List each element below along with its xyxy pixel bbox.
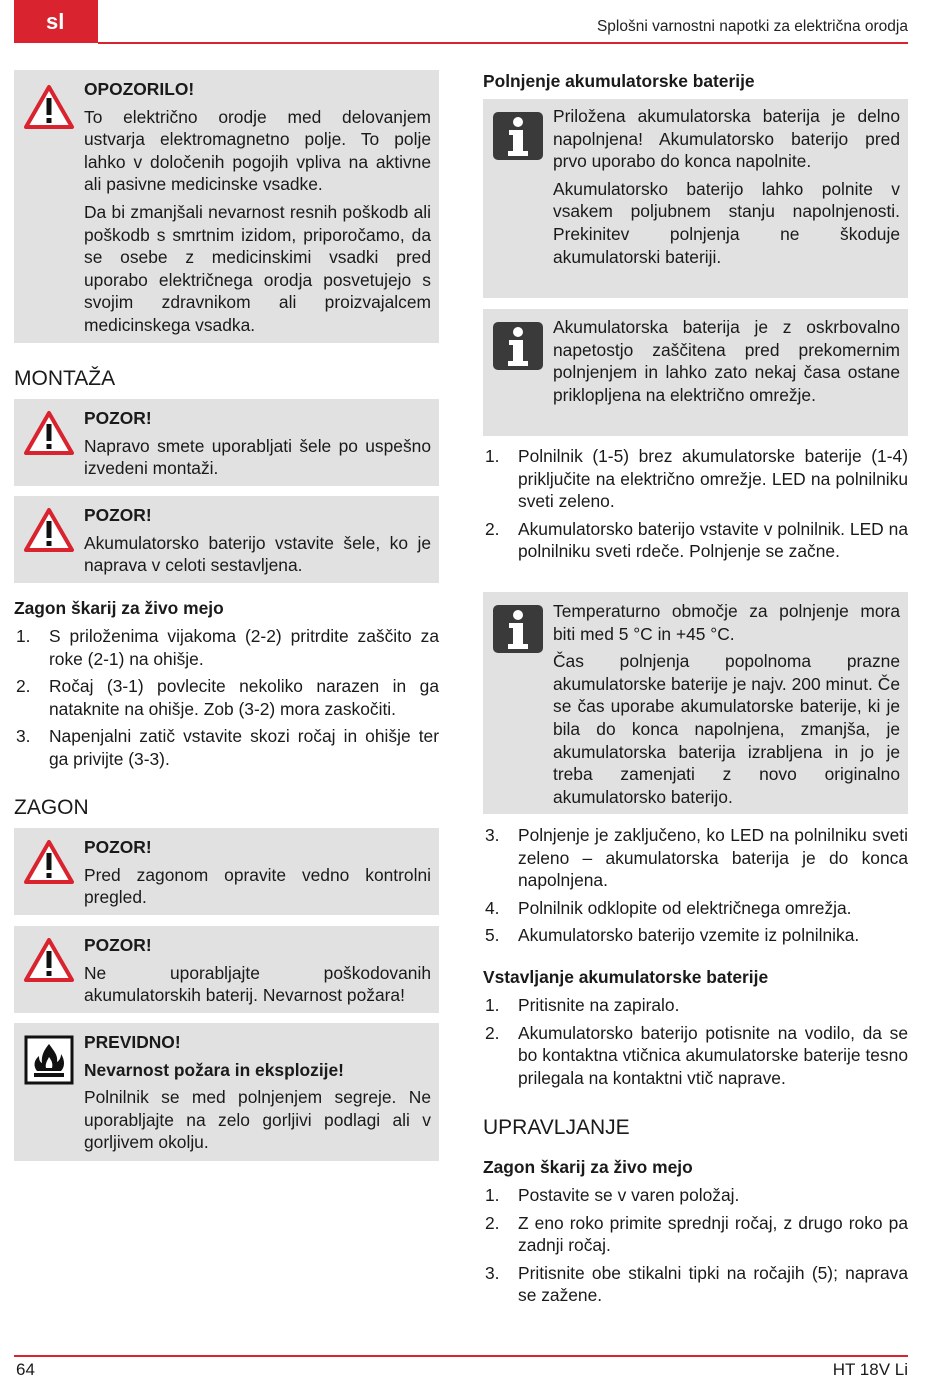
caution-title: POZOR! (84, 837, 152, 857)
warning-triangle-icon (23, 937, 75, 983)
info-box (483, 99, 908, 298)
warning-title: OPOZORILO! (84, 79, 195, 99)
caution-box (14, 496, 439, 583)
section-heading-zagon: ZAGON (14, 796, 89, 819)
charging-steps-continued (483, 824, 908, 952)
caution-text: Napravo smete uporabljati šele po uspešno izvedeni montaži. (84, 435, 431, 479)
fire-subtitle: Nevarnost požara in eksplozije! (84, 1059, 344, 1080)
list-item: 1. Postavite se v varen položaj. (485, 1185, 740, 1205)
subheading-battery-insert: Vstavljanje akumulatorske baterije (483, 967, 769, 987)
language-tab: sl (14, 0, 98, 43)
warning-paragraph: Da bi zmanjšali nevarnost resnih poškodb ali poškodb s smrtnim izidom, priporočamo, da se osebe z medicinskimi vsadki pred uporabo električnega orodja posvetujejo s svojim zdravnikom ali proizvajalcem medicinskega vsadka. (84, 201, 431, 335)
subheading-hedge-trimmer-start: Zagon škarij za živo mejo (14, 598, 224, 618)
caution-box (14, 926, 439, 1013)
list-item: 3. Polnjenje je zaključeno, ko LED na polnilniku sveti zeleno – akumulatorska baterija je do konca napolnjena. (485, 825, 908, 891)
product-model: HT 18V Li (832, 1360, 908, 1378)
info-paragraph: Priložena akumulatorska baterija je delno napolnjena! Akumulatorsko baterijo pred prvo uporabo do konca napolnite. (553, 106, 900, 172)
warning-triangle-icon (23, 84, 75, 130)
list-item: 1. Pritisnite na zapiralo. (485, 995, 680, 1015)
page-header-title: Splošni varnostni napotki za električna orodja (596, 18, 908, 35)
list-item: 1. Polnilnik (1-5) brez akumulatorske baterije (1-4) priključite na električno omrežje. LED na polnilniku sveti zeleno. (485, 446, 908, 512)
page-number: 64 (16, 1360, 35, 1378)
list-item: 2. Akumulatorsko baterijo potisnite na vodilo, da se bo kontaktna vtičnica akumulatorske baterije tesno prilegala na kontaktni vtič naprave. (485, 1022, 908, 1088)
warning-triangle-icon (23, 507, 75, 553)
info-paragraph: Akumulatorsko baterijo lahko polnite v vsakem poljubnem stanju napolnjenosti. Prekinitev polnjenja ne škoduje akumulatorski bateriji. (553, 178, 900, 267)
info-icon (492, 321, 544, 371)
list-item: 2. Ročaj (3-1) povlecite nekoliko narazen in ga nataknite na ohišje. Zob (3-2) mora zaskočiti. (16, 676, 439, 719)
subheading-battery-charging: Polnjenje akumulatorske baterije (483, 71, 755, 91)
list-item: 5. Akumulatorsko baterijo vzemite iz polnilnika. (485, 925, 860, 946)
fire-hazard-box (14, 1023, 439, 1161)
warning-triangle-icon (23, 839, 75, 885)
list-item: 2. Akumulatorsko baterijo vstavite v polnilnik. LED na polnilniku sveti rdeče. Polnjenje se začne. (485, 518, 908, 562)
section-heading-montaza: MONTAŽA (14, 367, 116, 390)
assembly-steps (14, 625, 439, 776)
info-box (483, 309, 908, 436)
fire-text: Polnilnik se med polnjenjem segreje. Ne uporabljajte na zelo gorljivi podlagi ali v gorljivem okolju. (84, 1087, 431, 1153)
info-box (483, 592, 908, 814)
caution-text: Akumulatorsko baterijo vstavite šele, ko je naprava v celoti sestavljena. (84, 532, 431, 576)
caution-text: Pred zagonom opravite vedno kontrolni pregled. (84, 864, 431, 908)
list-item: 3. Napenjalni zatič vstavite skozi ročaj in ohišje ter ga privijte (3-3). (16, 726, 439, 769)
operation-steps (483, 1184, 908, 1312)
info-paragraph: Čas polnjenja popolnoma prazne akumulatorske baterije je najv. 200 minut. Če se čas uporabe akumulatorske baterije, ki je bila do konca napolnjena, zmanjša, je akumulatorska baterija izrabljena in jo je treba zamenjati z novo originalno akumulatorsko baterijo. (553, 651, 900, 807)
insert-steps (483, 994, 908, 1094)
list-item: 2. Z eno roko primite sprednji ročaj, z drugo roko pa zadnji ročaj. (485, 1212, 908, 1256)
section-heading-upravljanje: UPRAVLJANJE (483, 1116, 630, 1139)
info-paragraph: Akumulatorska baterija je z oskrbovalno napetostjo zaščitena pred prekomernim polnjenjem in lahko zato nekaj časa ostane priklopljena na električno omrežje. (553, 317, 900, 405)
flammable-icon (24, 1035, 74, 1085)
list-item: 1. S priloženima vijakoma (2-2) pritrdite zaščito za roke (2-1) na ohišje. (16, 626, 439, 669)
caution-title: POZOR! (84, 505, 152, 525)
subheading-operation-start: Zagon škarij za živo mejo (483, 1157, 693, 1177)
caution-box (14, 399, 439, 486)
caution-text: Ne uporabljajte poškodovanih akumulatorskih baterij. Nevarnost požara! (84, 962, 431, 1006)
footer-divider (14, 1355, 908, 1357)
charging-steps (483, 445, 908, 568)
warning-triangle-icon (23, 410, 75, 456)
list-item: 4. Polnilnik odklopite od električnega omrežja. (485, 897, 852, 918)
info-paragraph: Temperaturno območje za polnjenje mora biti med 5 °C in +45 °C. (553, 601, 900, 644)
header-divider (98, 42, 908, 44)
list-item: 3. Pritisnite obe stikalni tipki na ročajih (5); naprava se zažene. (485, 1262, 908, 1306)
fire-title: PREVIDNO! (84, 1032, 181, 1052)
info-icon (492, 604, 544, 654)
caution-box (14, 828, 439, 915)
warning-paragraph: To električno orodje med delovanjem ustvarja elektromagnetno polje. To polje lahko v določenih pogojih vpliva na aktivne ali pasivne medicinske vsadke. (84, 106, 431, 195)
info-icon (492, 111, 544, 161)
warning-box-emf (14, 70, 439, 343)
caution-title: POZOR! (84, 408, 152, 428)
caution-title: POZOR! (84, 935, 152, 955)
